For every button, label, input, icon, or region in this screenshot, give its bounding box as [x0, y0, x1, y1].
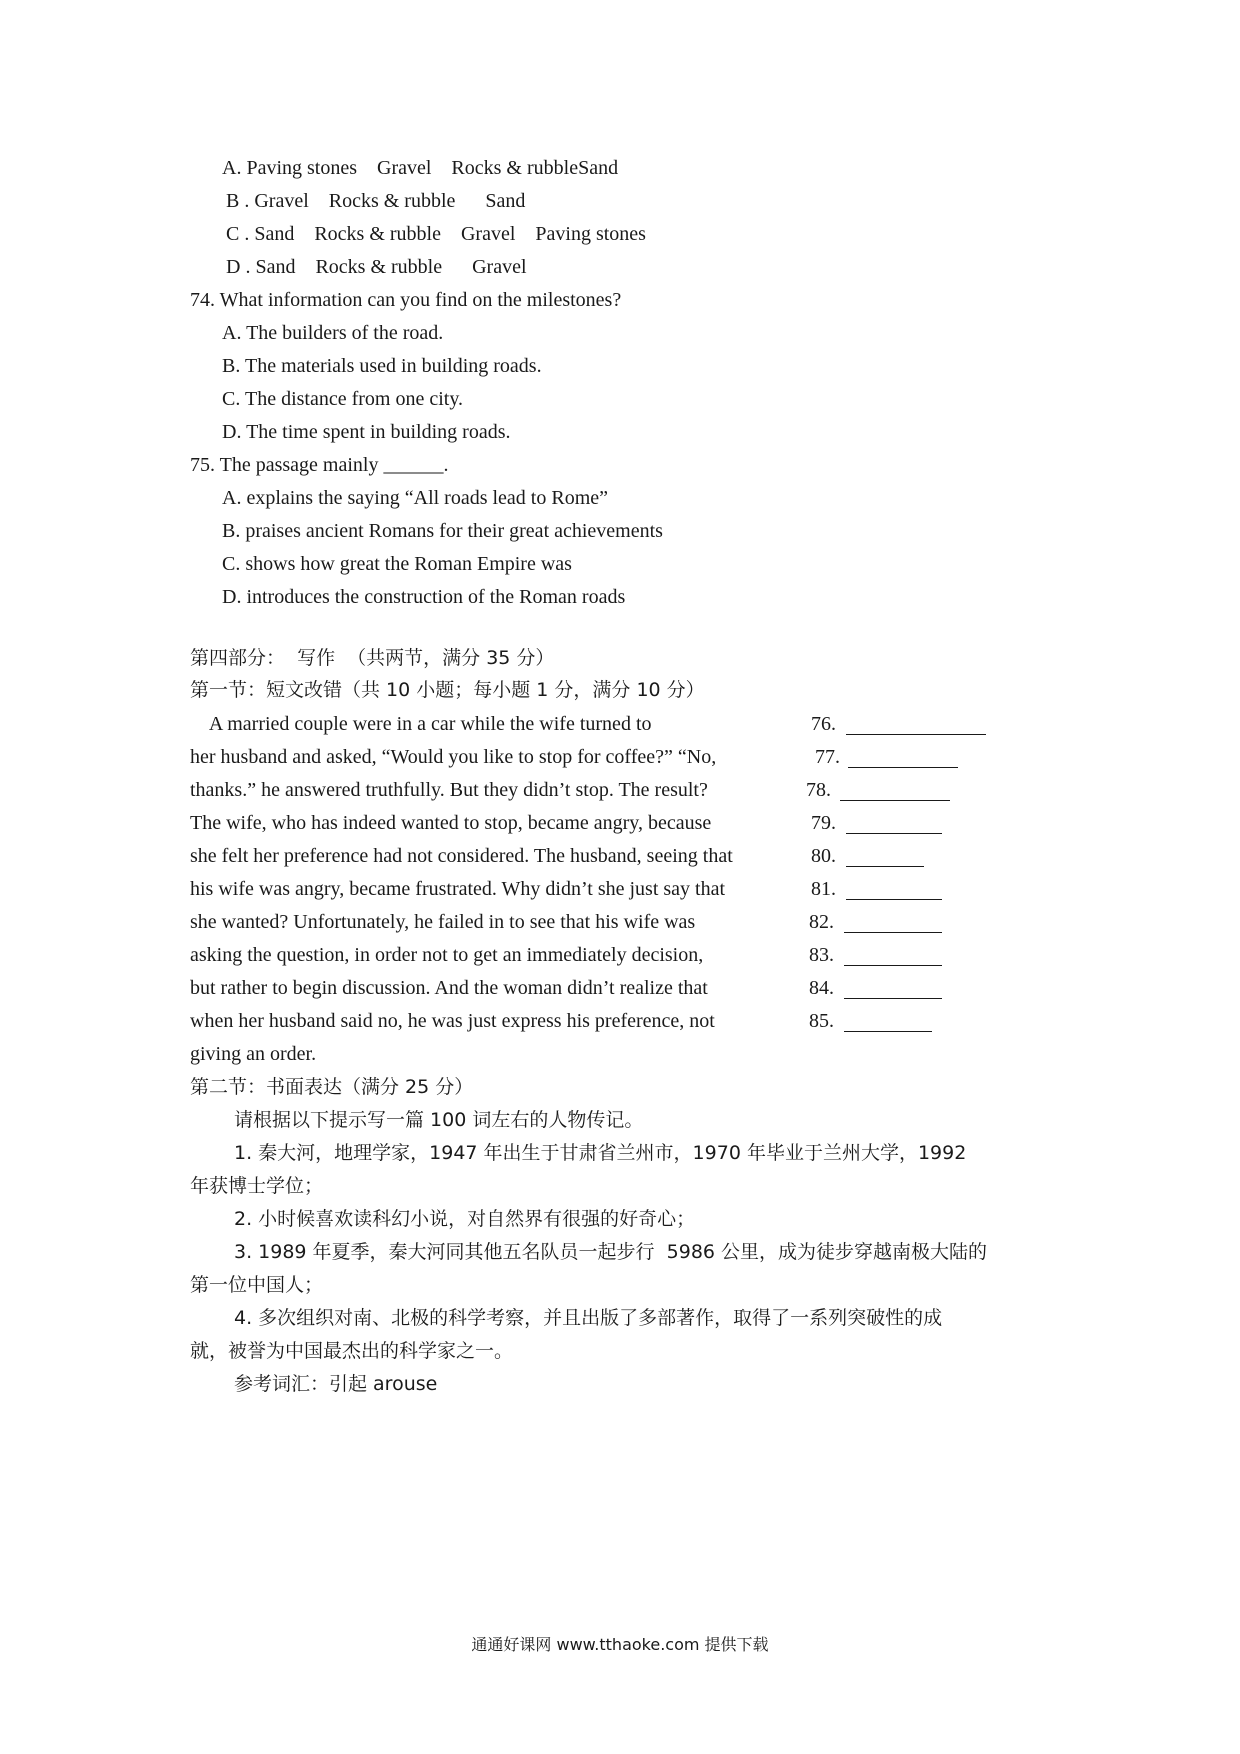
answer-number: 85.	[809, 1010, 834, 1032]
passage-line: when her husband said no, he was just express his preference, not	[190, 1010, 715, 1032]
q73-option-c: C . Sand Rocks & rubble Gravel Paving stones	[226, 223, 646, 245]
answer-number: 80.	[811, 845, 836, 867]
q73-option-b: B . Gravel Rocks & rubble Sand	[226, 190, 526, 212]
answer-number: 77.	[815, 746, 840, 768]
answer-number: 81.	[811, 878, 836, 900]
answer-blank[interactable]	[846, 734, 986, 735]
passage-line: his wife was angry, became frustrated. Why didn’t she just say that	[190, 878, 726, 900]
passage-line: A married couple were in a car while the wife turned to	[190, 713, 652, 735]
page-footer: 通通好课网 www.tthaoke.com 提供下载	[471, 1635, 769, 1654]
passage-line: her husband and asked, “Would you like to stop for coffee?” “No,	[190, 746, 717, 768]
q75-option-a: A. explains the saying “All roads lead to Rome”	[222, 487, 609, 509]
section2-title: 第二节：书面表达（满分 25 分）	[190, 1076, 474, 1098]
q75-stem: 75. The passage mainly ______.	[190, 454, 449, 476]
passage-line: but rather to begin discussion. And the woman didn’t realize that	[190, 977, 708, 999]
answer-number: 76.	[811, 713, 836, 735]
answer-number: 84.	[809, 977, 834, 999]
answer-blank[interactable]	[846, 866, 924, 867]
passage-line: thanks.” he answered truthfully. But they didn’t stop. The result?	[190, 779, 708, 801]
passage-line: she wanted? Unfortunately, he failed in to see that his wife was	[190, 911, 696, 933]
answer-blank[interactable]	[848, 767, 958, 768]
writing-point: 3. 1989 年夏季，秦大河同其他五名队员一起步行 5986 公里，成为徒步穿越南极大陆的	[234, 1241, 988, 1263]
writing-point: 2. 小时候喜欢读科幻小说，对自然界有很强的好奇心；	[234, 1208, 696, 1230]
answer-blank[interactable]	[846, 899, 942, 900]
passage-line: asking the question, in order not to get an immediately decision,	[190, 944, 704, 966]
answer-number: 78.	[806, 779, 831, 801]
answer-blank[interactable]	[844, 965, 942, 966]
q73-option-a: A. Paving stones Gravel Rocks & rubbleSand	[222, 157, 619, 179]
q74-option-b: B. The materials used in building roads.	[222, 355, 542, 377]
vocab-reference: 参考词汇：引起 arouse	[234, 1373, 438, 1395]
q74-option-a: A. The builders of the road.	[222, 322, 444, 344]
q74-stem: 74. What information can you find on the milestones?	[190, 289, 622, 311]
passage-line: The wife, who has indeed wanted to stop, became angry, because	[190, 812, 712, 834]
writing-point: 1. 秦大河，地理学家，1947 年出生于甘肃省兰州市，1970 年毕业于兰州大学，1992	[234, 1142, 967, 1164]
q74-option-c: C. The distance from one city.	[222, 388, 464, 410]
answer-blank[interactable]	[844, 998, 942, 999]
section1-title: 第一节：短文改错（共 10 小题；每小题 1 分，满分 10 分）	[190, 679, 705, 701]
answer-blank[interactable]	[844, 1031, 932, 1032]
answer-blank[interactable]	[846, 833, 942, 834]
writing-prompt: 请根据以下提示写一篇 100 词左右的人物传记。	[234, 1109, 644, 1131]
q75-option-d: D. introduces the construction of the Roman roads	[222, 586, 626, 608]
answer-number: 82.	[809, 911, 834, 933]
answer-blank[interactable]	[840, 800, 950, 801]
writing-point: 第一位中国人；	[190, 1274, 324, 1296]
passage-line: giving an order.	[190, 1043, 317, 1065]
answer-blank[interactable]	[844, 932, 942, 933]
part4-title: 第四部分： 写作 （共两节，满分 35 分）	[190, 647, 555, 669]
writing-point: 就，被誉为中国最杰出的科学家之一。	[190, 1340, 514, 1362]
q74-option-d: D. The time spent in building roads.	[222, 421, 511, 443]
answer-number: 79.	[811, 812, 836, 834]
q75-option-b: B. praises ancient Romans for their great achievements	[222, 520, 663, 542]
q75-option-c: C. shows how great the Roman Empire was	[222, 553, 572, 575]
q73-option-d: D . Sand Rocks & rubble Gravel	[226, 256, 527, 278]
passage-line: she felt her preference had not considered. The husband, seeing that	[190, 845, 733, 867]
writing-point: 年获博士学位；	[190, 1175, 324, 1197]
answer-number: 83.	[809, 944, 834, 966]
writing-point: 4. 多次组织对南、北极的科学考察，并且出版了多部著作，取得了一系列突破性的成	[234, 1307, 943, 1329]
